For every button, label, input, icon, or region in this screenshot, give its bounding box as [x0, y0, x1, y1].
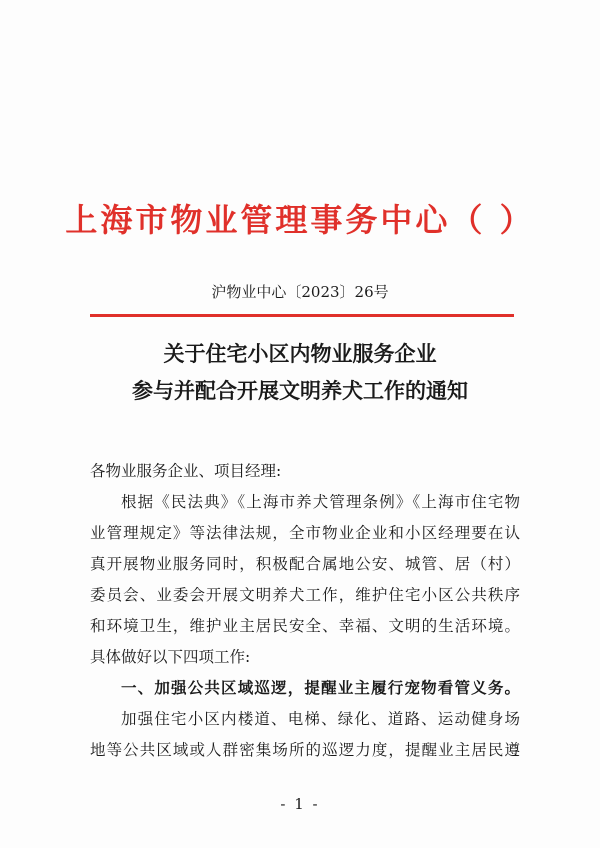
- paragraph-2-line-1: 加强住宅小区内楼道、电梯、绿化、道路、运动健身场: [121, 710, 520, 728]
- paragraph-1-line-4: 委员会、业委会开展文明养犬工作，维护住宅小区公共秩序: [90, 586, 520, 604]
- section-1-heading: 一、加强公共区域巡逻，提醒业主履行宠物看管义务。: [121, 679, 520, 697]
- paragraph-1-line-1: 根据《民法典》《上海市养犬管理条例》《上海市住宅物: [121, 493, 520, 511]
- paragraph-2-line-2: 地等公共区域或人群密集场所的巡逻力度，提醒业主居民遵: [90, 741, 520, 759]
- paragraph-1-line-2: 业管理规定》等法律法规，全市物业企业和小区经理要在认: [90, 524, 520, 542]
- salutation: 各物业服务企业、项目经理:: [90, 462, 282, 480]
- notice-title-line-2: 参与并配合开展文明养犬工作的通知: [132, 378, 468, 403]
- notice-title-line-1: 关于住宅小区内物业服务企业: [163, 341, 437, 366]
- document-number: 沪物业中心〔2023〕26号: [211, 283, 389, 301]
- organization-header: 上海市物业管理事务中心（ ）: [65, 201, 535, 239]
- notice-body: [90, 456, 520, 766]
- paragraph-1-line-3: 真开展物业服务同时，积极配合属地公安、城管、居（村）: [90, 555, 520, 573]
- red-divider-line: [90, 314, 514, 317]
- paragraph-1-line-6: 具体做好以下四项工作:: [90, 648, 251, 666]
- paragraph-1-line-5: 和环境卫生，维护业主居民安全、幸福、文明的生活环境。: [90, 617, 520, 635]
- page-number: - 1 -: [280, 795, 320, 813]
- notice-title: [0, 335, 600, 409]
